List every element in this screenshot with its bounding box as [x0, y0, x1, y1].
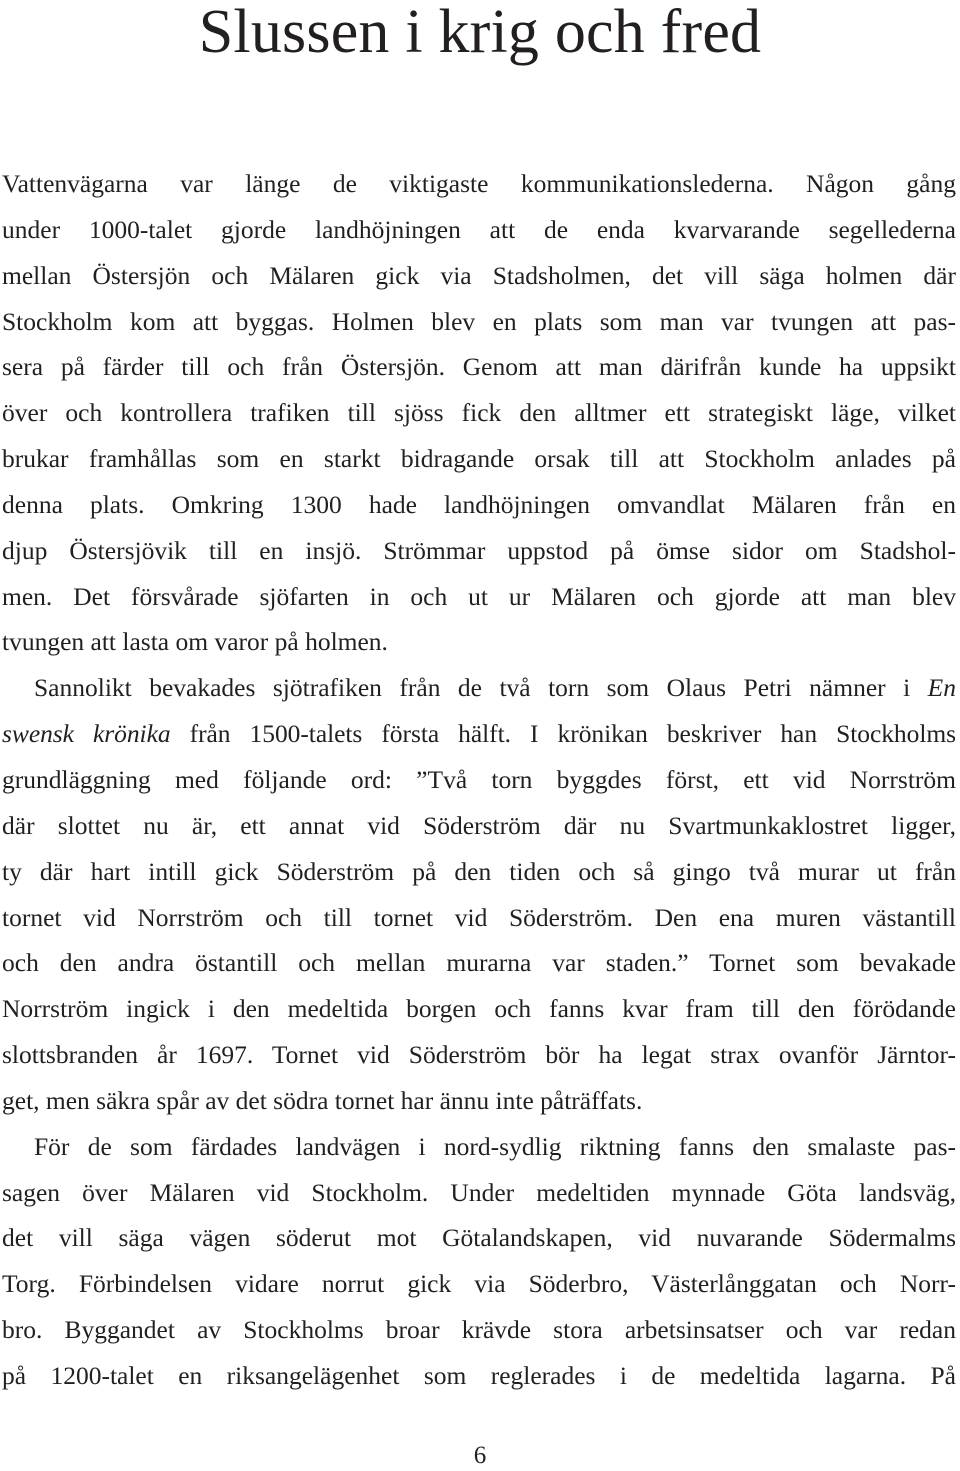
text-line: sagen över Mälaren vid Stockholm. Under medeltiden mynnade Göta landsväg,	[2, 1177, 956, 1207]
text-line: men. Det försvårade sjöfarten in och ut ur Mälaren och gjorde att man blev	[2, 581, 956, 611]
text-line: Stockholm kom att byggas. Holmen blev en plats som man var tvungen att pas-	[2, 306, 956, 336]
body-text	[2, 161, 956, 1399]
page-number: 6	[473, 1442, 487, 1469]
text-line: under 1000-talet gjorde landhöjningen att de enda kvarvarande segellederna	[2, 214, 956, 244]
text-line: det vill säga vägen söderut mot Götalandskapen, vid nuvarande Södermalms	[2, 1223, 956, 1253]
text-line: Vattenvägarna var länge de viktigaste kommunikationslederna. Någon gång	[2, 169, 956, 198]
text-line: För de som färdades landvägen i nord-sydlig riktning fanns den smalaste pas-	[34, 1131, 956, 1161]
text-line: ty där hart intill gick Söderström på den tiden och så gingo två murar ut från	[2, 856, 956, 886]
text-run: från 1500-talets första hälft. I krönikan beskriver han Stockholms	[170, 719, 957, 749]
text-line	[2, 711, 956, 757]
text-line: djup Östersjövik till en insjö. Strömmar uppstod på ömse sidor om Stadshol-	[2, 535, 956, 565]
page-title: Slussen i krig och fred	[198, 0, 762, 66]
paragraph-3	[2, 1124, 956, 1399]
text-line	[2, 665, 956, 711]
text-line: get, men säkra spår av det södra tornet har ännu inte påträffats.	[2, 1085, 643, 1115]
text-line: sera på färder till och från Östersjön. Genom att man därifrån kunde ha uppsikt	[2, 352, 956, 382]
text-line: tvungen att lasta om varor på holmen.	[2, 627, 388, 657]
text-line: brukar framhållas som en starkt bidragande orsak till att Stockholm anlades på	[2, 444, 956, 474]
text-line: där slottet nu är, ett annat vid Söderström där nu Svartmunkaklostret ligger,	[2, 810, 956, 840]
book-title-italic: En	[927, 673, 956, 703]
text-line: Norrström ingick i den medeltida borgen och fanns kvar fram till den förödande	[2, 994, 956, 1024]
paragraph-1	[2, 161, 956, 665]
text-line: på 1200-talet en riksangelägenhet som reglerades i de medeltida lagarna. På	[2, 1360, 956, 1390]
text-line: grundläggning med följande ord: ”Två torn byggdes först, ett vid Norrström	[2, 764, 956, 794]
text-line: denna plats. Omkring 1300 hade landhöjningen omvandlat Mälaren från en	[2, 489, 956, 519]
text-line: bro. Byggandet av Stockholms broar krävde stora arbetsinsatser och var redan	[2, 1315, 956, 1345]
text-line: Torg. Förbindelsen vidare norrut gick via Söderbro, Västerlånggatan och Norr-	[2, 1269, 956, 1299]
text-line: mellan Östersjön och Mälaren gick via Stadsholmen, det vill säga holmen där	[2, 260, 956, 290]
text-run: Sannolikt bevakades sjötrafiken från de två torn som Olaus Petri nämner i	[34, 673, 928, 703]
paragraph-2	[2, 665, 956, 1123]
book-title-italic: swensk krönika	[2, 719, 171, 749]
text-line: slottsbranden år 1697. Tornet vid Söderström bör ha legat strax ovanför Järntor-	[2, 1040, 956, 1070]
text-line: och den andra östantill och mellan murarna var staden.” Tornet som bevakade	[2, 948, 956, 978]
text-line: tornet vid Norrström och till tornet vid Söderström. Den ena muren västantill	[2, 902, 956, 932]
text-line: över och kontrollera trafiken till sjöss fick den alltmer ett strategiskt läge, vilket	[2, 398, 956, 428]
